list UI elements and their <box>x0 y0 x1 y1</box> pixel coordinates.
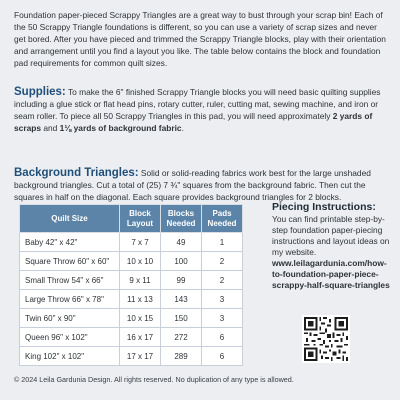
cell-blocks-needed: 150 <box>161 309 202 328</box>
cell-block-layout: 11 x 13 <box>120 290 161 309</box>
piecing-instructions-body: You can find printable step-by-step foundation paper-piecing instructions and layout ideas on my website. <box>272 214 390 257</box>
cell-blocks-needed: 99 <box>161 271 202 290</box>
header-blocks-needed: Blocks Needed <box>161 205 202 233</box>
cell-block-layout: 16 x 17 <box>120 328 161 347</box>
header-block-layout: Block Layout <box>120 205 161 233</box>
cell-pads-needed: 3 <box>202 290 243 309</box>
table-row <box>20 233 243 252</box>
table-row <box>20 328 243 347</box>
supplies-text: To make the 6" finished Scrappy Triangle blocks you will need basic quilting supplies including a glue stick or flat head pins, rotary cutter, ruler, cutting mat, sewing machine, and iron or seam roller. To piece all 50 Scrappy Triangles in this pad, you will need approximately <box>14 87 381 122</box>
cell-pads-needed: 2 <box>202 271 243 290</box>
table-header-row <box>20 205 243 233</box>
header-pads-needed: Pads Needed <box>202 205 243 233</box>
cell-blocks-needed: 143 <box>161 290 202 309</box>
background-fabric-amount: 1⅛ yards of background fabric <box>59 123 182 134</box>
copyright-footer: © 2024 Leila Gardunia Design. All rights reserved. No duplication of any type is allowed. <box>14 375 294 384</box>
cell-blocks-needed: 100 <box>161 252 202 271</box>
cell-block-layout: 7 x 7 <box>120 233 161 252</box>
cell-pads-needed: 1 <box>202 233 243 252</box>
cell-quilt-size: Queen 96" x 102" <box>20 328 120 347</box>
qr-code <box>302 315 350 363</box>
quilt-requirements-table <box>19 204 243 366</box>
cell-block-layout: 10 x 10 <box>120 252 161 271</box>
cell-quilt-size: Baby 42" x 42" <box>20 233 120 252</box>
cell-quilt-size: King 102" x 102" <box>20 347 120 366</box>
cell-pads-needed: 2 <box>202 252 243 271</box>
cell-block-layout: 17 x 17 <box>120 347 161 366</box>
piecing-instructions <box>272 201 396 291</box>
table-row <box>20 309 243 328</box>
supplies-and: and <box>41 123 60 134</box>
header-quilt-size: Quilt Size <box>20 205 120 233</box>
background-triangles-text: Solid or solid-reading fabrics work best for the large unshaded background triangles. Cut a total of (25) 7 ¾" squares from the background fabric. Then cut the squares in half on the diagonal. Each square provides background triangles for 2 blocks. <box>14 168 371 203</box>
cell-quilt-size: Twin 60" x 90" <box>20 309 120 328</box>
intro-paragraph: Foundation paper-pieced Scrappy Triangles are a great way to bust through your scrap bin! Each of the 50 Scrappy Triangle foundations is different, so you can use a variety of scrap sizes and never get bored. After you have pieced and trimmed the Scrappy Triangle blocks, play with their orientation and arrangement until you find a layout you like. The table below contains the block and foundation pad requirements for common quilt sizes. <box>14 10 386 69</box>
cell-blocks-needed: 272 <box>161 328 202 347</box>
table-row <box>20 252 243 271</box>
cell-blocks-needed: 49 <box>161 233 202 252</box>
piecing-instructions-title: Piecing Instructions: <box>272 201 376 213</box>
table-row <box>20 290 243 309</box>
cell-quilt-size: Small Throw 54" x 66" <box>20 271 120 290</box>
cell-pads-needed: 3 <box>202 309 243 328</box>
cell-block-layout: 9 x 11 <box>120 271 161 290</box>
supplies-heading: Supplies: <box>14 86 66 98</box>
scraps-amount: 2 yards of scraps <box>14 111 373 134</box>
piecing-instructions-url[interactable]: www.leilagardunia.com/how-to-foundation-paper-piece-scrappy-half-square-triangles <box>272 258 390 290</box>
cell-pads-needed: 6 <box>202 347 243 366</box>
cell-quilt-size: Large Throw 66" x 78" <box>20 290 120 309</box>
cell-block-layout: 10 x 15 <box>120 309 161 328</box>
cell-quilt-size: Square Throw 60" x 60" <box>20 252 120 271</box>
cell-pads-needed: 6 <box>202 328 243 347</box>
cell-blocks-needed: 289 <box>161 347 202 366</box>
table-row <box>20 271 243 290</box>
supplies-end: . <box>181 123 184 134</box>
supplies-section <box>14 86 388 134</box>
background-triangles-heading: Background Triangles: <box>14 167 139 179</box>
table-row <box>20 347 243 366</box>
background-triangles-section <box>14 167 388 203</box>
